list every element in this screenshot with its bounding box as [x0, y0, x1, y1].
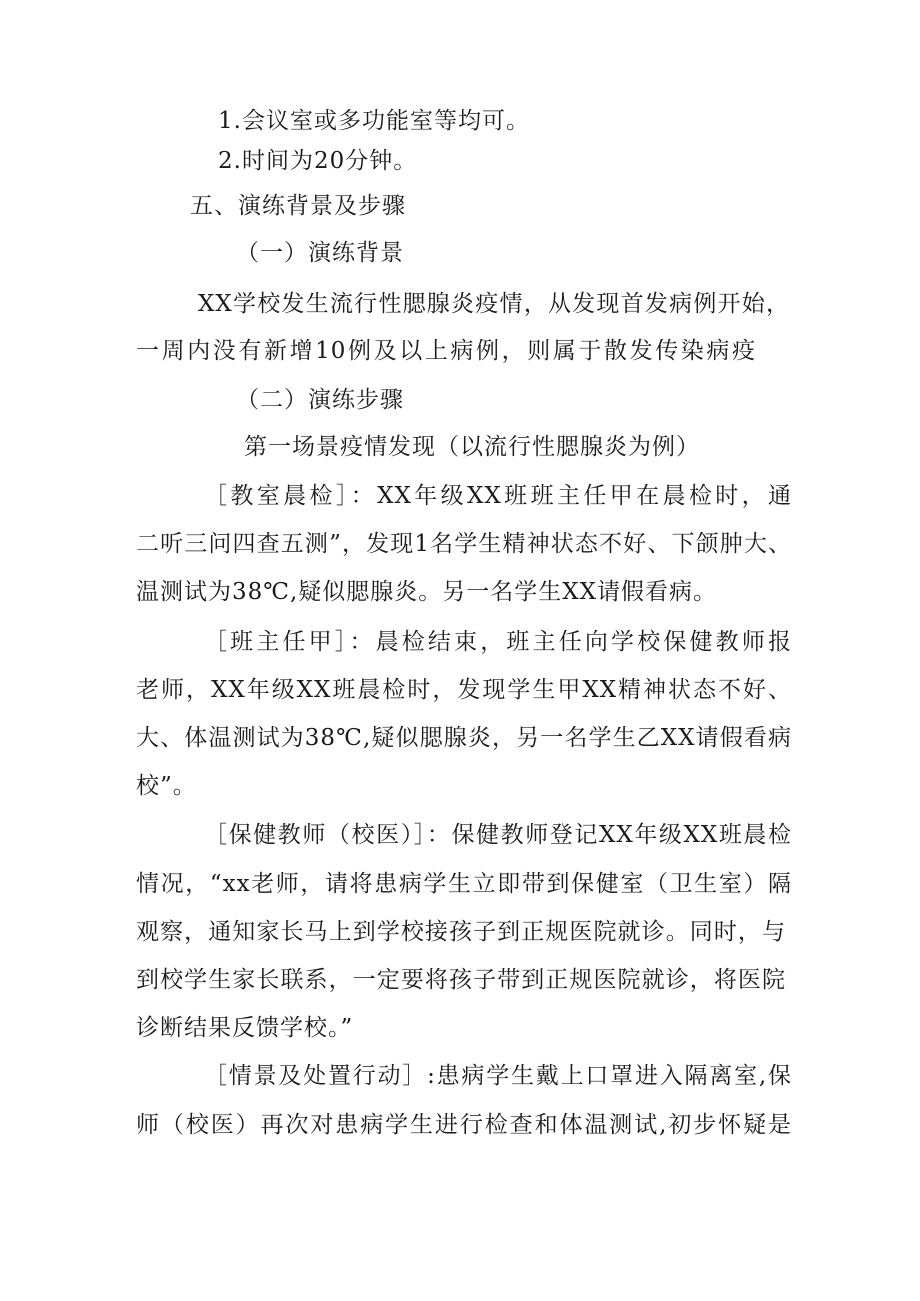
paragraph-line: 二听三问四查五测”，发现1名学生精神状态不好、下颌肿大、 — [136, 531, 792, 557]
paragraph-line: 情况，“xx老师，请将患病学生立即带到保健室（卫生室）隔 — [136, 871, 792, 897]
paragraph-line: ［情景及处置行动］:患病学生戴上口罩进入隔离室,保 — [204, 1063, 792, 1089]
scene-heading: 第一场景疫情发现（以流行性腮腺炎为例） — [244, 434, 700, 460]
paragraph-line: 师（校医）再次对患病学生进行检查和体温测试,初步怀疑是 — [136, 1112, 792, 1138]
paragraph-line: 老师，XX年级XX班晨检时，发现学生甲XX精神状态不好、 — [136, 677, 792, 703]
list-item-venue: 1.会议室或多功能室等均可。 — [218, 108, 530, 134]
section-heading: 五、演练背景及步骤 — [190, 193, 406, 219]
subsection-heading-steps: （二）演练步骤 — [236, 387, 404, 413]
subsection-heading-background: （一）演练背景 — [236, 240, 404, 266]
paragraph-line: ［班主任甲］：晨检结束，班主任向学校保健教师报 — [204, 629, 792, 655]
paragraph-line: ［教室晨检］：XX年级XX班班主任甲在晨检时，通 — [204, 483, 792, 509]
list-item-duration: 2.时间为20分钟。 — [218, 148, 418, 174]
paragraph-line: ［保健教师（校医）］：保健教师登记XX年级XX班晨检 — [204, 822, 792, 848]
paragraph-line: 一周内没有新增10例及以上病例，则属于散发传染病疫 — [136, 338, 756, 364]
paragraph-line: 温测试为38℃,疑似腮腺炎。另一名学生XX请假看病。 — [136, 579, 718, 605]
paragraph-line: 观察，通知家长马上到学校接孩子到正规医院就诊。同时，与 — [136, 919, 786, 945]
paragraph-line: 大、体温测试为38℃,疑似腮腺炎，另一名学生乙XX请假看病 — [136, 725, 792, 751]
paragraph-line: 到校学生家长联系，一定要将孩子带到正规医院就诊，将医院 — [136, 967, 786, 993]
paragraph-line: XX学校发生流行性腮腺炎疫情，从发现首发病例开始， — [198, 291, 790, 317]
paragraph-line: 校”。 — [136, 773, 197, 799]
paragraph-line: 诊断结果反馈学校。” — [136, 1015, 354, 1041]
